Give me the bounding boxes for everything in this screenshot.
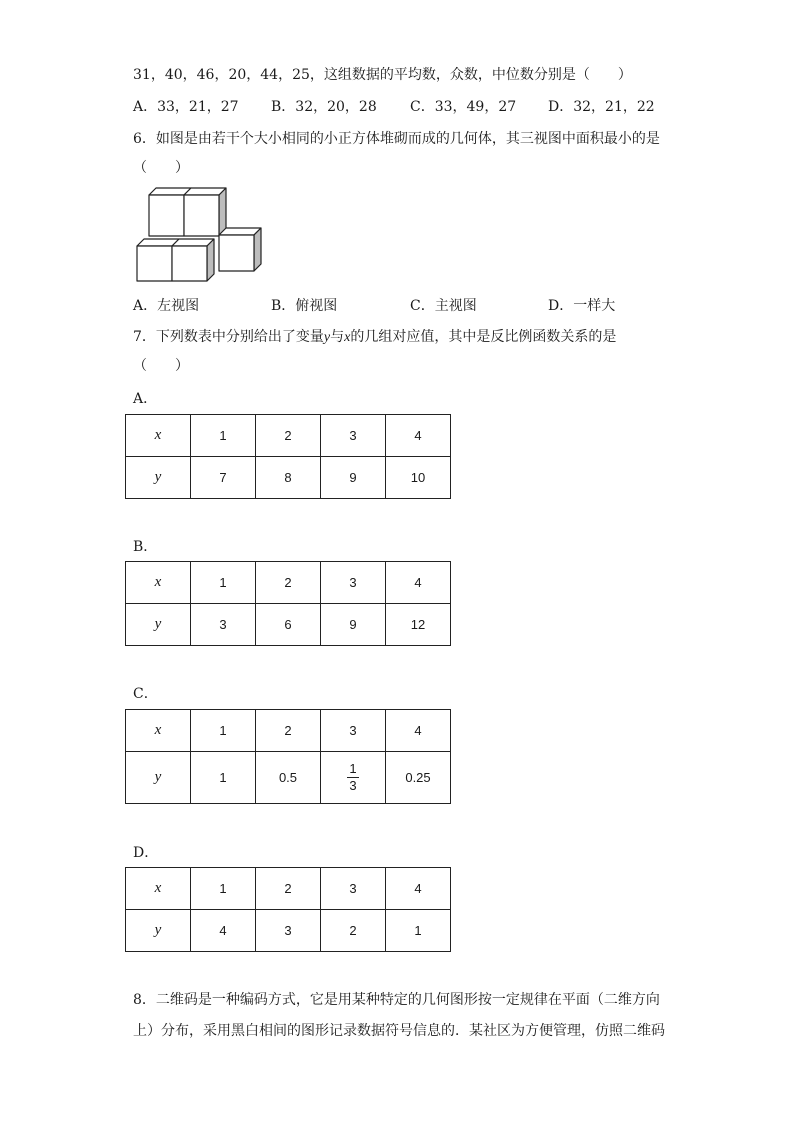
table-cell: 3 xyxy=(321,415,386,457)
table-cell: 3 xyxy=(321,868,386,910)
table-cell: 0.25 xyxy=(386,752,451,804)
table-cell: 2 xyxy=(256,562,321,604)
table-cell: 9 xyxy=(321,604,386,646)
cube-side-face xyxy=(207,239,214,281)
table-cell: 12 xyxy=(386,604,451,646)
q6-option-d: D．一样大 xyxy=(548,298,616,314)
table-cell: 10 xyxy=(386,457,451,499)
cube-front-face xyxy=(137,246,172,281)
table-cell: 1 xyxy=(191,752,256,804)
q7-option-c-label: C． xyxy=(133,686,158,702)
table-cell: 0.5 xyxy=(256,752,321,804)
q6-options xyxy=(133,296,693,316)
q7-option-d-label: D． xyxy=(133,845,159,861)
cube-front-face xyxy=(219,235,254,271)
table-row-y xyxy=(126,752,451,804)
table-cell: 1 xyxy=(386,910,451,952)
cube-side-face xyxy=(254,228,261,271)
table-row-x xyxy=(126,710,451,752)
table-row-y xyxy=(126,910,451,952)
cube-front-face xyxy=(184,195,219,236)
q7-stem-part2: 与 xyxy=(330,329,345,345)
q7-var-x: x xyxy=(344,330,351,345)
table-cell: 4 xyxy=(386,868,451,910)
row-header-x: x xyxy=(126,710,191,752)
q5-options xyxy=(133,97,693,117)
table-cell: 3 xyxy=(321,710,386,752)
q6-option-c: C．主视图 xyxy=(410,298,477,314)
table-cell: 2 xyxy=(256,415,321,457)
table-cell: 1 xyxy=(191,415,256,457)
table-cell: 9 xyxy=(321,457,386,499)
fraction-denominator: 3 xyxy=(349,778,357,793)
q6-option-b: B．俯视图 xyxy=(271,298,338,314)
q5-option-d: D．32，21，22 xyxy=(548,99,655,115)
table-cell: 6 xyxy=(256,604,321,646)
row-header-y: y xyxy=(126,604,191,646)
table-cell: 2 xyxy=(321,910,386,952)
q8-stem-line1: 8．二维码是一种编码方式，它是用某种特定的几何图形按一定规律在平面（二维方向 xyxy=(133,992,660,1008)
fraction-one-third xyxy=(347,761,358,794)
table-cell: 1 xyxy=(191,710,256,752)
row-header-y: y xyxy=(126,457,191,499)
q7-option-a-label: A． xyxy=(133,391,158,407)
q7-stem-part1: 7．下列数表中分别给出了变量 xyxy=(133,329,324,345)
table-cell: 1 xyxy=(191,868,256,910)
q7-stem xyxy=(133,327,616,348)
table-cell: 4 xyxy=(386,562,451,604)
table-cell: 3 xyxy=(191,604,256,646)
q7-table-b xyxy=(125,561,451,646)
q5-option-a: A．33，21，27 xyxy=(133,99,239,115)
q7-var-y: y xyxy=(323,330,331,345)
q7-table-d xyxy=(125,867,451,952)
table-row-x xyxy=(126,415,451,457)
q7-table-a xyxy=(125,414,451,499)
q6-answer-paren: （ ） xyxy=(133,160,189,176)
q5-option-b: B．32，20，28 xyxy=(271,99,377,115)
table-cell: 2 xyxy=(256,868,321,910)
q7-stem-part3: 的几组对应值，其中是反比例函数关系的是 xyxy=(350,329,617,345)
table-cell: 8 xyxy=(256,457,321,499)
q7-option-b-label: B． xyxy=(133,539,158,555)
cube-stack-figure xyxy=(130,186,270,286)
table-cell: 4 xyxy=(386,415,451,457)
row-header-x: x xyxy=(126,562,191,604)
table-cell: 2 xyxy=(256,710,321,752)
table-cell: 3 xyxy=(256,910,321,952)
row-header-x: x xyxy=(126,868,191,910)
row-header-y: y xyxy=(126,752,191,804)
q6-stem: 6．如图是由若干个大小相同的小正方体堆砌而成的几何体，其三视图中面积最小的是 xyxy=(133,131,660,147)
table-cell: 7 xyxy=(191,457,256,499)
q5-stem: 31，40，46，20，44，25，这组数据的平均数，众数，中位数分别是（ ） xyxy=(133,67,632,83)
row-header-y: y xyxy=(126,910,191,952)
table-cell: 3 xyxy=(321,562,386,604)
q5-option-c: C．33，49，27 xyxy=(410,99,517,115)
fraction-numerator: 1 xyxy=(349,761,357,776)
row-header-x: x xyxy=(126,415,191,457)
cube-front-face xyxy=(149,195,184,236)
q6-option-a: A．左视图 xyxy=(133,298,200,314)
q7-answer-paren: （ ） xyxy=(133,358,189,374)
table-row-x xyxy=(126,562,451,604)
table-cell: 4 xyxy=(191,910,256,952)
table-cell: 4 xyxy=(386,710,451,752)
table-cell-fraction xyxy=(321,752,386,804)
q7-table-c xyxy=(125,709,451,804)
table-row-x xyxy=(126,868,451,910)
table-row-y xyxy=(126,457,451,499)
q8-stem-line2: 上）分布，采用黑白相间的图形记录数据符号信息的．某社区为方便管理，仿照二维码 xyxy=(133,1023,665,1039)
table-row-y xyxy=(126,604,451,646)
table-cell: 1 xyxy=(191,562,256,604)
cube-front-face xyxy=(172,246,207,281)
